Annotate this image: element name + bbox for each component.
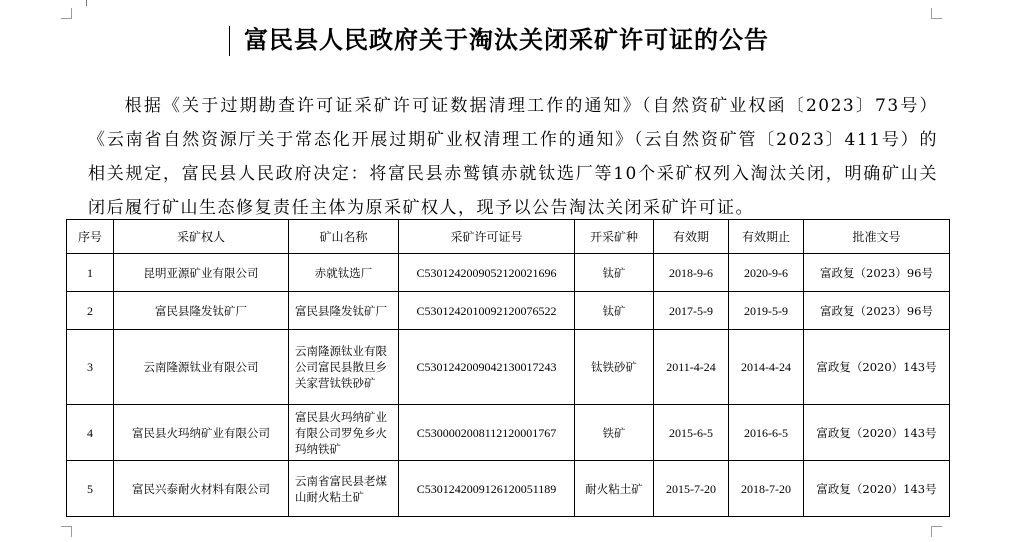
header-valid-to: 有效期止 — [729, 220, 804, 254]
header-valid-from: 有效期 — [654, 220, 729, 254]
crop-mark-top-left — [61, 8, 72, 19]
cell-approval: 富政复（2020）143号 — [804, 461, 950, 517]
table-row — [67, 292, 950, 330]
header-mineral: 开采矿种 — [575, 220, 654, 254]
cell-valid-from: 2015-6-5 — [654, 405, 729, 461]
cell-valid-to: 2018-7-20 — [729, 461, 804, 517]
cell-no: 3 — [67, 330, 114, 405]
header-license: 采矿许可证号 — [399, 220, 575, 254]
cell-holder: 富民县火玛纳矿业有限公司 — [114, 405, 289, 461]
cell-approval: 富政复（2020）143号 — [804, 330, 950, 405]
body-paragraph: 根据《关于过期勘查许可证采矿许可证数据清理工作的通知》（自然资矿业权函〔2023〕73号）《云南省自然资源厅关于常态化开展过期矿业权清理工作的通知》（云自然资矿管〔2023〕411号）的相关规定，富民县人民政府决定：将富民县赤鹫镇赤就钛选厂等10个采矿权列入淘汰关闭，明确矿山关闭后履行矿山生态修复责任主体为原采矿权人，现予以公告淘汰关闭采矿许可证。 — [88, 96, 938, 218]
cell-mineral: 耐火粘土矿 — [575, 461, 654, 517]
cell-no: 5 — [67, 461, 114, 517]
cell-mine: 富民县火玛纳矿业有限公司罗免乡火玛纳铁矿 — [289, 405, 399, 461]
cell-license: C5301242010092120076522 — [399, 292, 575, 330]
cell-holder: 富民兴泰耐火材料有限公司 — [114, 461, 289, 517]
crop-mark-bottom-right — [931, 526, 942, 537]
cell-valid-to: 2019-5-9 — [729, 292, 804, 330]
table-row — [67, 330, 950, 405]
cell-mine: 赤就钛选厂 — [289, 254, 399, 292]
cell-holder: 富民县隆发钛矿厂 — [114, 292, 289, 330]
table-row — [67, 254, 950, 292]
cell-no: 1 — [67, 254, 114, 292]
crop-mark-bottom-left — [61, 526, 72, 537]
cell-approval: 富政复（2023）96号 — [804, 292, 950, 330]
header-approval: 批准文号 — [804, 220, 950, 254]
document-body[interactable] — [88, 89, 938, 225]
cell-no: 2 — [67, 292, 114, 330]
cell-no: 4 — [67, 405, 114, 461]
cell-valid-to: 2020-9-6 — [729, 254, 804, 292]
cell-mine: 云南省富民县老煤山耐火粘土矿 — [289, 461, 399, 517]
cell-license: C5300002008112120001767 — [399, 405, 575, 461]
cell-license: C5301242009042130017243 — [399, 330, 575, 405]
cell-valid-from: 2017-5-9 — [654, 292, 729, 330]
cell-holder: 昆明亚源矿业有限公司 — [114, 254, 289, 292]
cell-valid-to: 2014-4-24 — [729, 330, 804, 405]
cell-mineral: 铁矿 — [575, 405, 654, 461]
document-title[interactable]: 富民县人民政府关于淘汰关闭采矿许可证的公告 — [244, 25, 769, 54]
cell-approval: 富政复（2020）143号 — [804, 405, 950, 461]
cell-valid-from: 2018-9-6 — [654, 254, 729, 292]
cell-valid-to: 2016-6-5 — [729, 405, 804, 461]
table-row — [67, 405, 950, 461]
ruler-tick — [86, 0, 87, 6]
crop-mark-top-right — [931, 8, 942, 19]
cell-mine: 富民县隆发钛矿厂 — [289, 292, 399, 330]
header-holder: 采矿权人 — [114, 220, 289, 254]
table-header-row — [67, 220, 950, 254]
cell-license: C5301242009052120021696 — [399, 254, 575, 292]
cell-mine: 云南隆源钛业有限公司富民县散旦乡关家营钛铁砂矿 — [289, 330, 399, 405]
header-no: 序号 — [67, 220, 114, 254]
cell-valid-from: 2011-4-24 — [654, 330, 729, 405]
permit-table[interactable] — [66, 219, 950, 517]
cell-mineral: 钛铁砂矿 — [575, 330, 654, 405]
cell-mineral: 钛矿 — [575, 254, 654, 292]
table-row — [67, 461, 950, 517]
cell-license: C5301242009126120051189 — [399, 461, 575, 517]
cell-holder: 云南隆源钛业有限公司 — [114, 330, 289, 405]
cell-valid-from: 2015-7-20 — [654, 461, 729, 517]
cell-approval: 富政复（2023）96号 — [804, 254, 950, 292]
header-mine: 矿山名称 — [289, 220, 399, 254]
cell-mineral: 钛矿 — [575, 292, 654, 330]
